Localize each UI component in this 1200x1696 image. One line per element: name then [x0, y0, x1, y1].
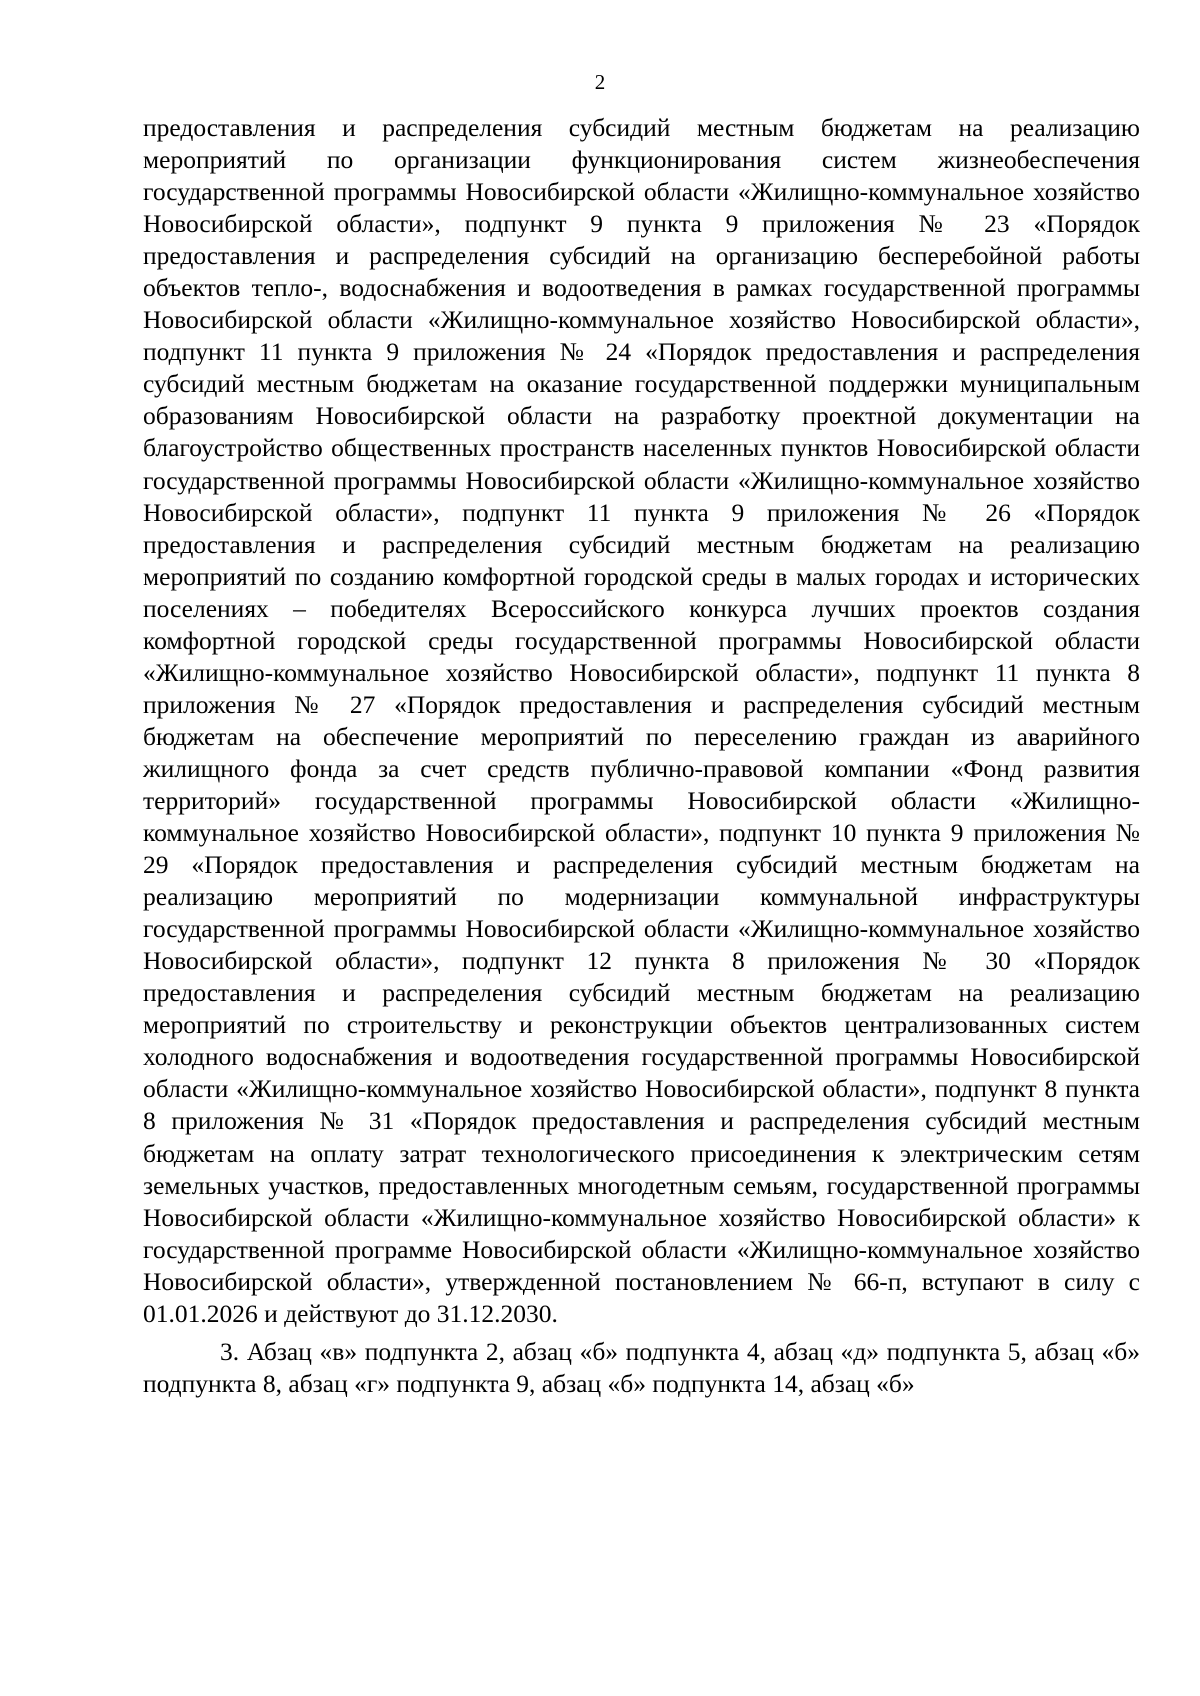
- page-number: 2: [594, 70, 606, 94]
- document-body: [143, 112, 1140, 1400]
- paragraph-item-3: 3. Абзац «в» подпункта 2, абзац «б» подпункта 4, абзац «д» подпункта 5, абзац «б» подпункта 8, абзац «г» подпункта 9, абзац «б» подпункта 14, абзац «б»: [143, 1336, 1140, 1398]
- paragraph-continuation: предоставления и распределения субсидий местным бюджетам на реализацию мероприятий по организации функционирования систем жизнеобеспечения государственной программы Новосибирской области «Жилищно-коммунальное хозяйство Новосибирской области», подпункт 9 пункта 9 приложения № 23 «Порядок предоставления и распределения субсидий на организацию бесперебойной работы объектов тепло-, водоснабжения и водоотведения в рамках государственной программы Новосибирской области «Жилищно-коммунальное хозяйство Новосибирской области», подпункт 11 пункта 9 приложения № 24 «Порядок предоставления и распределения субсидий местным бюджетам на оказание государственной поддержки муниципальным образованиям Новосибирской области на разработку проектной документации на благоустройство общественных пространств населенных пунктов Новосибирской области государственной программы Новосибирской области «Жилищно-коммунальное хозяйство Новосибирской области», подпункт 11 пункта 9 приложения № 26 «Порядок предоставления и распределения субсидий местным бюджетам на реализацию мероприятий по созданию комфортной городской среды в малых городах и исторических поселениях – победителях Всероссийского конкурса лучших проектов создания комфортной городской среды государственной программы Новосибирской области «Жилищно-коммунальное хозяйство Новосибирской области», подпункт 11 пункта 8 приложения № 27 «Порядок предоставления и распределения субсидий местным бюджетам на обеспечение мероприятий по переселению граждан из аварийного жилищного фонда за счет средств публично-правовой компании «Фонд развития территорий» государственной программы Новосибирской области «Жилищно-коммунальное хозяйство Новосибирской области», подпункт 10 пункта 9 приложения № 29 «Порядок предоставления и распределения субсидий местным бюджетам на реализацию мероприятий по модернизации коммунальной инфраструктуры государственной программы Новосибирской области «Жилищно-коммунальное хозяйство Новосибирской области», подпункт 12 пункта 8 приложения № 30 «Порядок предоставления и распределения субсидий местным бюджетам на реализацию мероприятий по строительству и реконструкции объектов централизованных систем холодного водоснабжения и водоотведения государственной программы Новосибирской области «Жилищно-коммунальное хозяйство Новосибирской области», подпункт 8 пункта 8 приложения № 31 «Порядок предоставления и распределения субсидий местным бюджетам на оплату затрат технологического присоединения к электрическим сетям земельных участков, предоставленных многодетным семьям, государственной программы Новосибирской области «Жилищно-коммунальное хозяйство Новосибирской области» к государственной программе Новосибирской области «Жилищно-коммунальное хозяйство Новосибирской области», утвержденной постановлением № 66-п, вступают в силу с 01.01.2026 и действуют до 31.12.2030.: [143, 113, 1140, 1328]
